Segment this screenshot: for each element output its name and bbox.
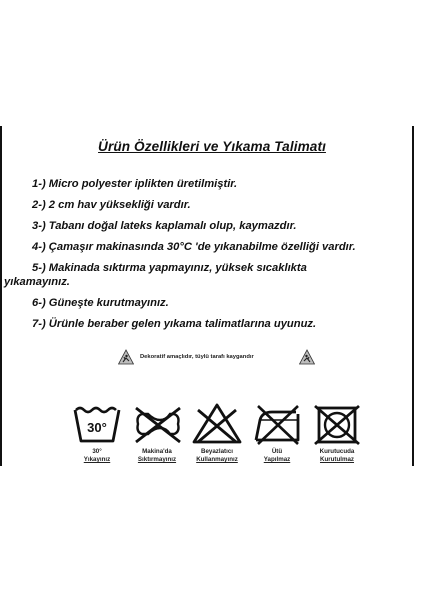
- slip-warning-icon: [299, 349, 315, 365]
- feature-list: [0, 177, 410, 338]
- no-bleach-icon: [186, 400, 248, 446]
- warning-note: [118, 349, 318, 369]
- list-item: 1-) Micro polyester iplikten üretilmiştir.: [32, 178, 238, 190]
- wash-30-icon: [66, 400, 128, 446]
- wash-temp-label: 30°: [87, 420, 107, 435]
- care-symbols: [0, 400, 424, 480]
- page-title: Ürün Özellikleri ve Yıkama Talimatı: [98, 139, 326, 154]
- list-item: 3-) Tabanı doğal lateks kaplamalı olup, kaymazdır.: [32, 220, 297, 232]
- care-item-iron: Ütü Yapılmaz: [246, 400, 308, 480]
- no-wring-icon: [126, 400, 188, 446]
- no-tumble-dry-icon: [306, 400, 368, 446]
- care-item-no-tumble-dry: Kurutucuda Kurutulmaz: [306, 400, 368, 480]
- care-item-no-wring: Makina'da Sıktırmayınız: [126, 400, 188, 480]
- warning-text: Dekoratif amaçlıdır, tüylü tarafı kaygandır: [140, 354, 254, 360]
- list-item: 2-) 2 cm hav yüksekliği vardır.: [32, 199, 191, 211]
- slip-warning-icon: [118, 349, 134, 365]
- iron-icon: [246, 400, 308, 446]
- list-item: 7-) Ürünle beraber gelen yıkama talimatlarına uyunuz.: [32, 318, 317, 330]
- list-item: 4-) Çamaşır makinasında 30°C 'de yıkanabilme özelliği vardır.: [32, 241, 356, 253]
- care-item-no-bleach: Beyazlatıcı Kullanmayınız: [186, 400, 248, 480]
- list-item: 6-) Güneşte kurutmayınız.: [32, 297, 169, 309]
- list-item: 5-) Makinada sıktırma yapmayınız, yüksek sıcaklıkta yıkamayınız.: [4, 262, 307, 288]
- care-item-wash: 30° 30° Yıkayınız: [66, 400, 128, 480]
